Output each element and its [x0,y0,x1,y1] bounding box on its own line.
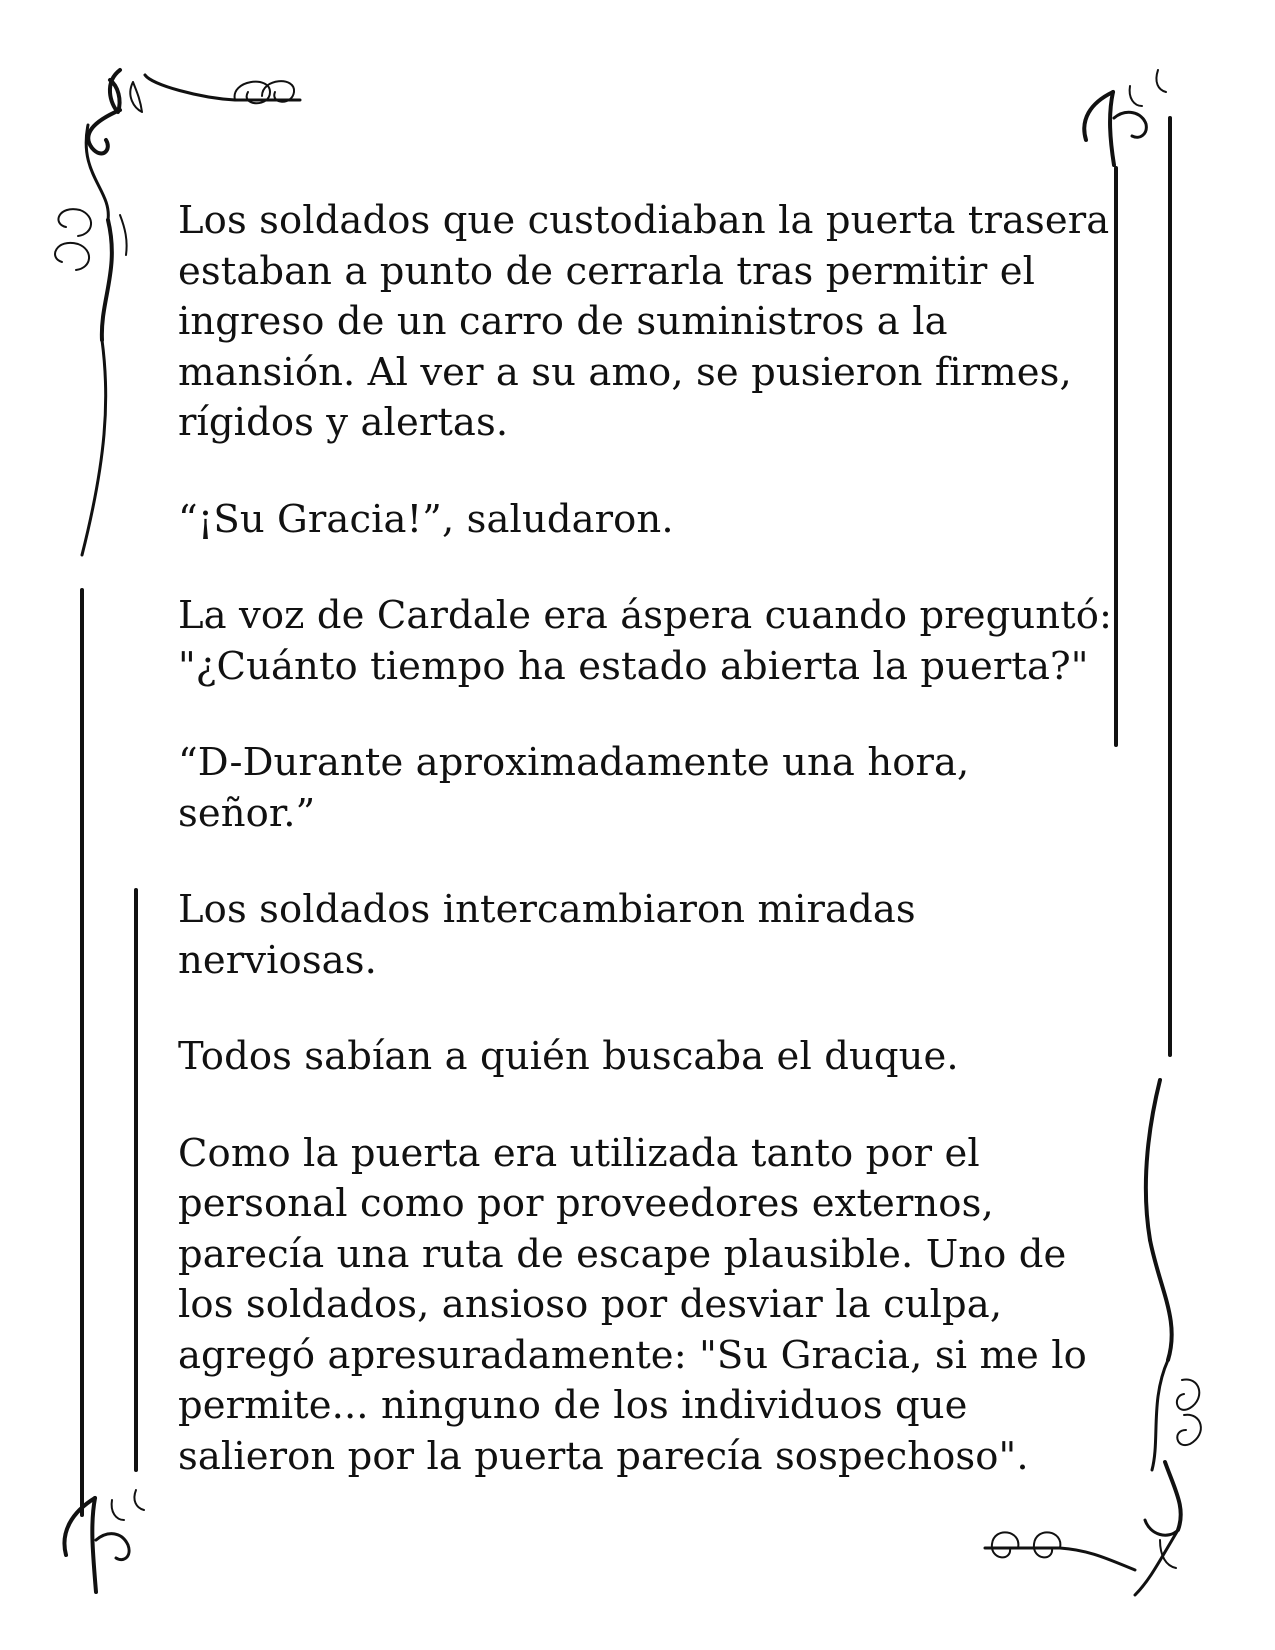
paragraph-4 [178,738,1108,839]
flourish-top-right-icon [1084,70,1166,165]
paragraph-2 [178,495,1108,546]
paragraph-6 [178,1032,1108,1083]
text-line: “¡Su Gracia!”, saludaron. [178,496,674,542]
text-line: La voz de Cardale era áspera cuando preguntó: [178,593,1113,638]
text-line: nerviosas. [178,937,377,983]
text-line: ingreso de un carro de suministros a la [178,299,948,344]
border-lines-right-icon [1116,118,1170,1055]
border-lines-left-icon [82,590,136,1515]
paragraph-3 [178,591,1113,692]
text-line: personal como por proveedores externos, [178,1181,994,1226]
paragraph-5 [178,885,1108,986]
text-line: “D-Durante aproximadamente una hora, [178,740,970,785]
text-line: estaban a punto de cerrarla tras permitir el [178,248,1036,294]
page-text [178,196,1113,1528]
text-line: Todos sabían a quién buscaba el duque. [178,1034,959,1079]
text-line: agregó apresuradamente: "Su Gracia, si me lo [178,1332,1087,1378]
text-line: permite... ninguno de los individuos que [178,1383,968,1428]
text-line: Los soldados intercambiaron miradas [178,887,916,932]
text-line: parecía una ruta de escape plausible. Uno de [178,1231,1067,1277]
text-line: salieron por la puerta parecía sospechoso". [178,1433,1029,1479]
text-line: rígidos y alertas. [178,400,509,445]
text-line: mansión. Al ver a su amo, se pusieron firmes, [178,349,1072,395]
flourish-bottom-left-icon [64,1490,144,1592]
text-line: señor.” [178,790,316,836]
text-line: Como la puerta era utilizada tanto por el [178,1130,980,1176]
paragraph-7 [178,1129,1108,1483]
text-line: "¿Cuánto tiempo ha estado abierta la puerta?" [178,643,1089,689]
paragraph-1 [178,196,1108,449]
text-line: los soldados, ansioso por desviar la culpa, [178,1282,1003,1327]
text-line: Los soldados que custodiaban la puerta trasera [178,198,1110,243]
